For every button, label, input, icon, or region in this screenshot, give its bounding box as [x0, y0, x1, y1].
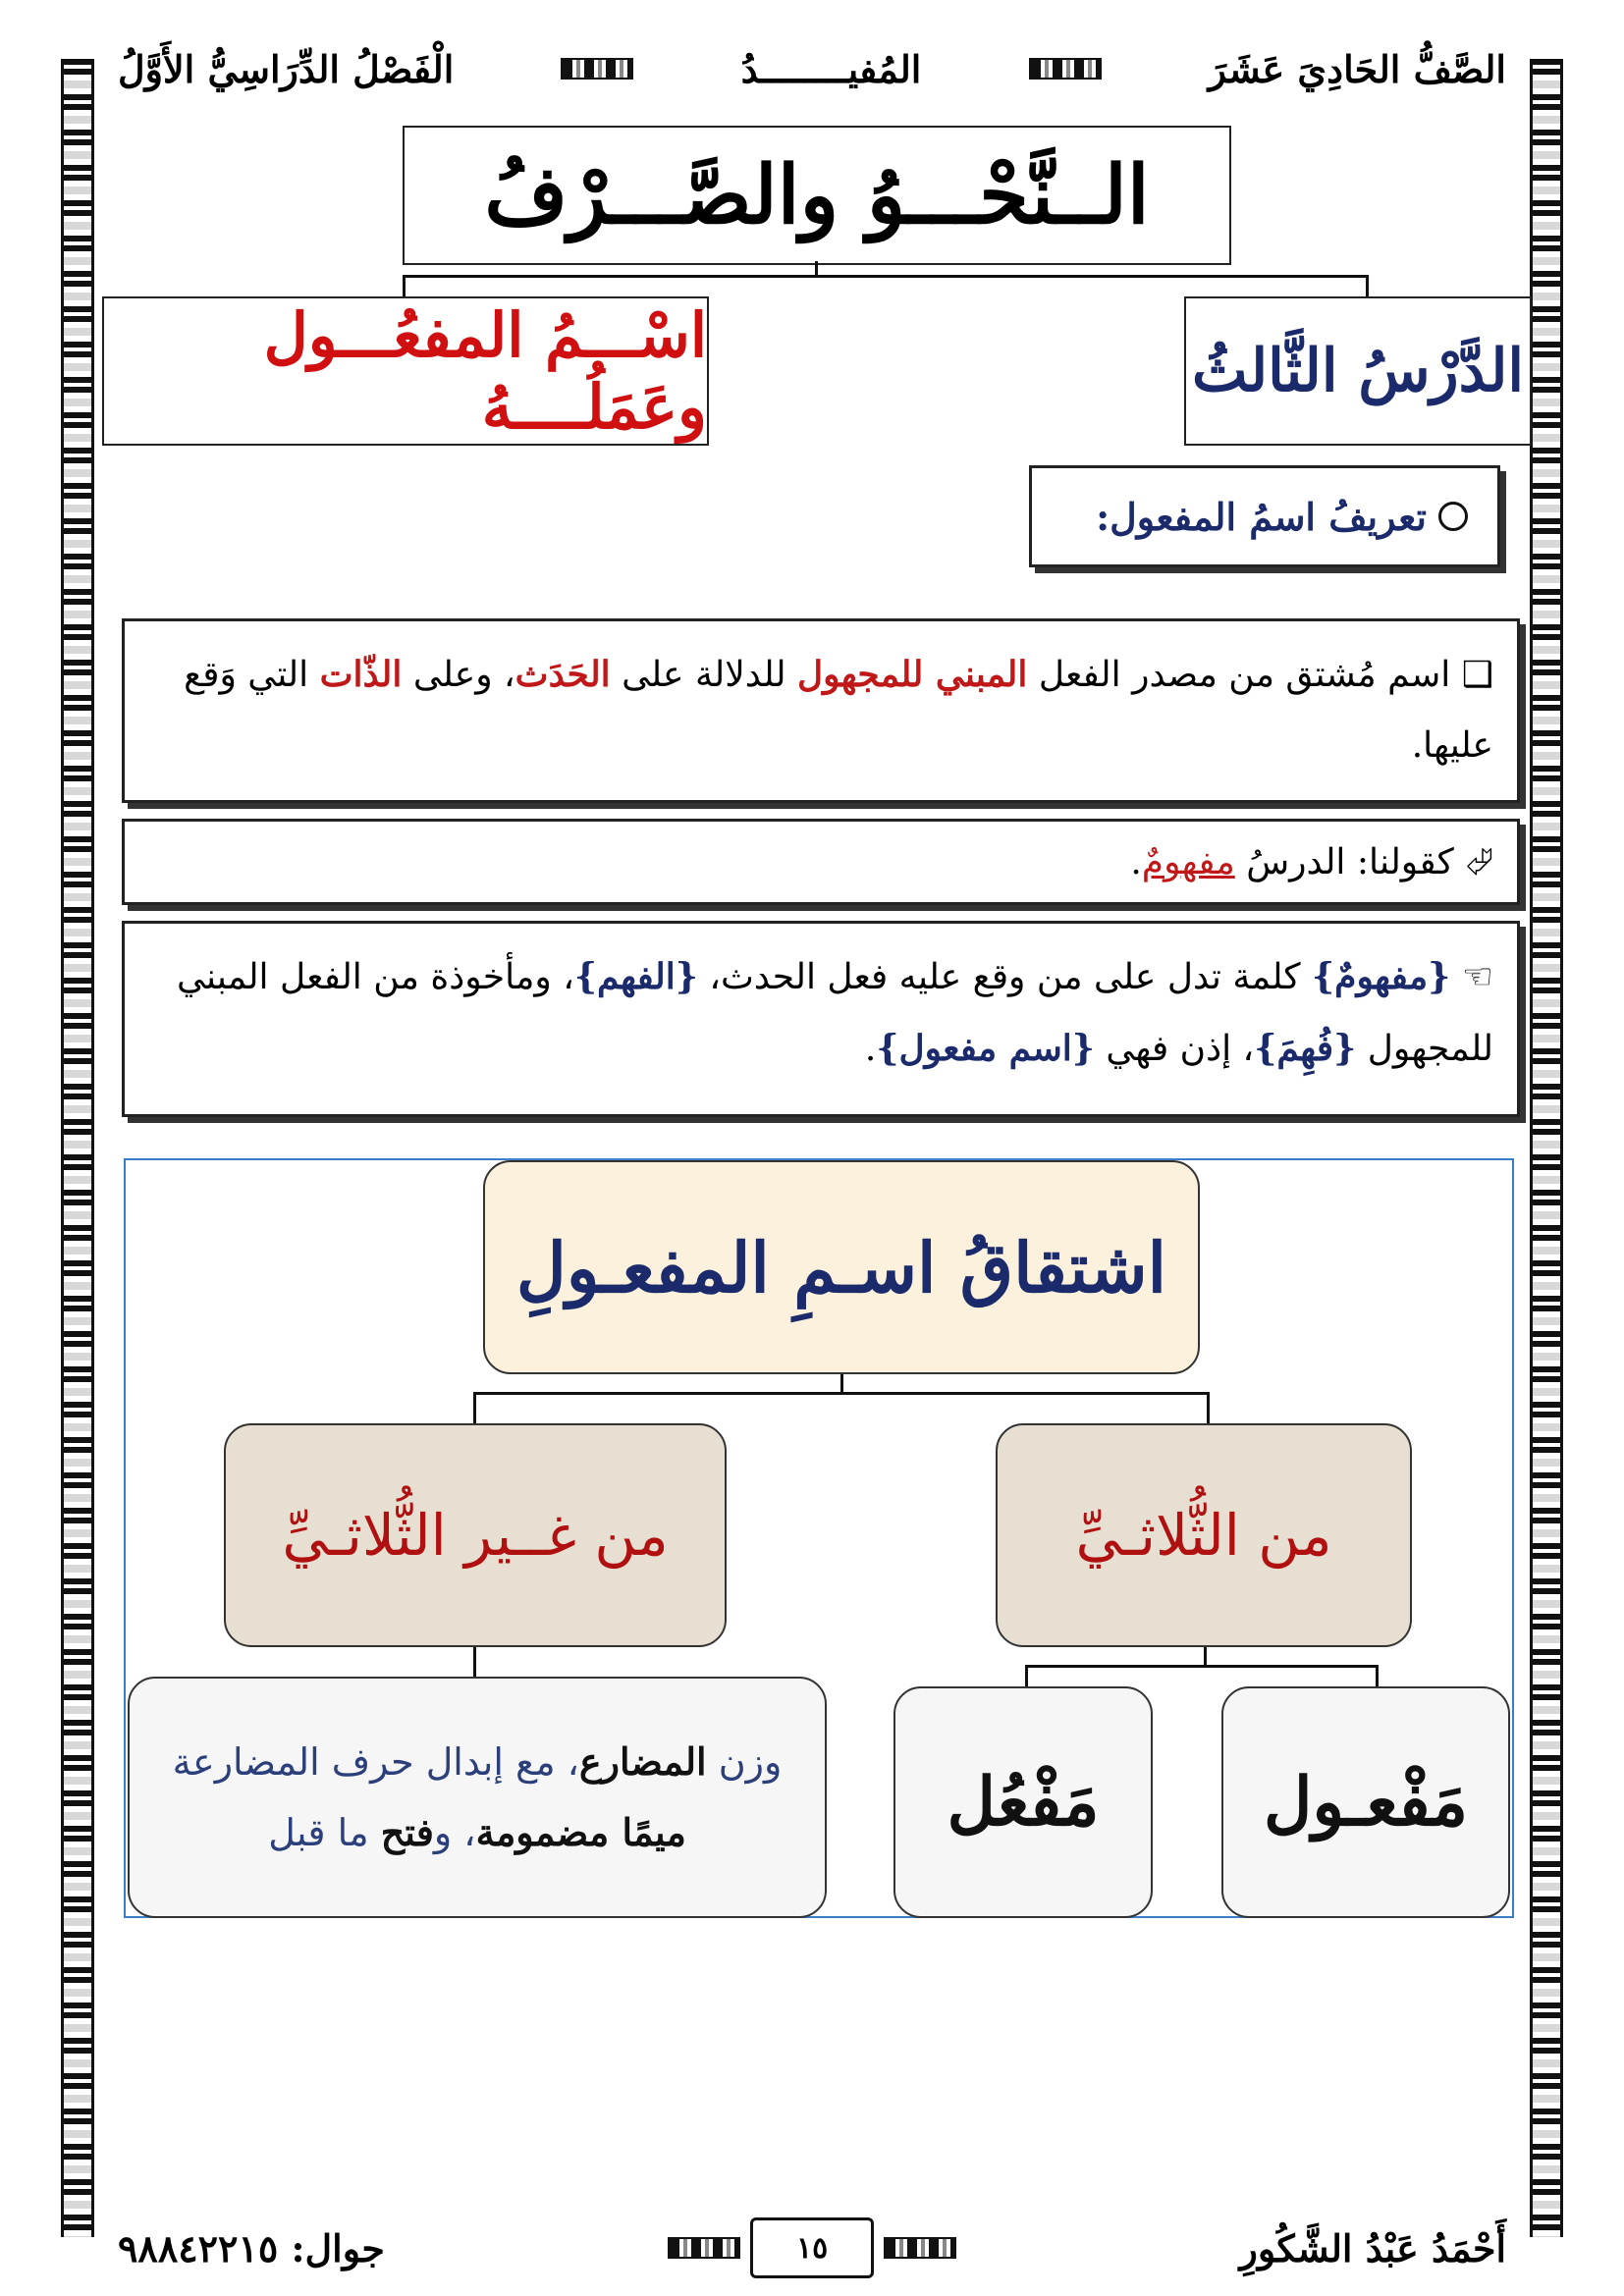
- explanation-keyword: {اسم مفعول}: [876, 1028, 1095, 1069]
- phone-number: جوال: ٩٨٨٤٢٢١٥: [118, 2225, 385, 2270]
- term-label: الْفَصْلُ الدِّرَاسِيُّ الأَوَّلُ: [118, 46, 455, 91]
- arrow-bullet-icon: ⮰: [1453, 842, 1493, 882]
- form-mafoul: مَفْعـول: [1221, 1686, 1510, 1918]
- author-name: أَحْمَدُ عَبْدُ الشَّكُورِ: [1239, 2225, 1506, 2270]
- definition-text: التي وَقع عليها.: [184, 655, 1493, 766]
- page-number-group: [668, 2217, 956, 2278]
- page-header: [118, 39, 1506, 98]
- book-name: المُفيــــــــدُ: [740, 46, 922, 91]
- explanation-keyword: {مفهومٌ}: [1312, 956, 1451, 997]
- lesson-number: الدَّرْسُ الثَّالثُ: [1184, 296, 1532, 446]
- explanation-keyword: {فُهِمَ}: [1254, 1028, 1357, 1069]
- non-trilateral-rule: [128, 1677, 827, 1918]
- example-text: .: [1130, 842, 1142, 882]
- definition-text: للدلالة على: [622, 655, 786, 695]
- definition-keyword: الحَدَث: [514, 654, 611, 695]
- explanation-keyword: {الفهم}: [573, 956, 698, 997]
- diagram-connector: [1204, 1647, 1207, 1665]
- ornament-divider: [1029, 58, 1102, 80]
- diagram-connector: [473, 1392, 1210, 1426]
- explanation-text: .: [864, 1029, 877, 1069]
- rule-text: ، و: [433, 1811, 476, 1854]
- page-title: الــنَّحْـــوُ والصَّـــرْفُ: [403, 126, 1231, 265]
- page-number: ١٥: [750, 2217, 874, 2278]
- lesson-topic: اسْـــمُ المفعُـــول وعَمَلُــــهُ: [102, 296, 709, 446]
- pointing-hand-icon: ☜: [1450, 957, 1493, 997]
- example-box: [122, 819, 1520, 905]
- rule-text: وزن: [718, 1740, 783, 1784]
- diagram-connector: [473, 1647, 476, 1677]
- form-mafoul-short: مَفْعُل: [893, 1686, 1153, 1918]
- explanation-text: ، ومأخوذة من الفعل المبني للمجهول: [177, 957, 1493, 1069]
- derivation-diagram: [124, 1158, 1514, 1918]
- rule-keyword: فتح: [380, 1810, 434, 1854]
- definition-heading-text: تعريفُ اسمُ المفعول:: [1096, 494, 1427, 539]
- example-word: مفهومٌ: [1141, 842, 1235, 882]
- example-text: كقولنا: الدرسُ: [1246, 842, 1454, 882]
- page-border-left: [61, 59, 94, 2237]
- definition-text: ، وعلى: [412, 655, 515, 695]
- definition-keyword: الذّات: [319, 654, 403, 695]
- rule-text: ، مع إبدال حرف المضارعة: [172, 1740, 579, 1784]
- branch-non-trilateral: من غــير الثُّلاثـيِّ: [224, 1423, 727, 1647]
- definition-keyword: المبني للمجهول: [797, 654, 1028, 695]
- rule-text: ما قبل: [268, 1811, 369, 1854]
- definition-heading: [1029, 465, 1500, 567]
- diagram-connector: [840, 1374, 843, 1392]
- explanation-text: ، إذن فهي: [1106, 1029, 1255, 1069]
- definition-text: اسم مُشتق من مصدر الفعل: [1038, 655, 1451, 695]
- rule-keyword: ميمًا مضمومة: [475, 1810, 686, 1854]
- title-connector: [815, 261, 818, 275]
- rule-keyword: المضارع: [578, 1739, 707, 1784]
- definition-box: [122, 618, 1520, 803]
- ornament-divider: [668, 2237, 740, 2259]
- branch-trilateral: من الثُّلاثـيِّ: [996, 1423, 1412, 1647]
- circle-bullet-icon: [1438, 502, 1468, 531]
- diagram-root: اشتقاقُ اسـمِ المفعـولِ: [483, 1160, 1200, 1374]
- grade-label: الصَّفُّ الحَادِيَ عَشَرَ: [1208, 46, 1506, 91]
- explanation-box: [122, 921, 1520, 1117]
- ornament-divider: [884, 2237, 956, 2259]
- explanation-text: كلمة تدل على من وقع عليه فعل الحدث،: [709, 957, 1301, 997]
- checkbox-icon: ❑: [1450, 655, 1493, 695]
- ornament-divider: [561, 58, 633, 80]
- page-border-right: [1530, 59, 1563, 2237]
- page-footer: [118, 2214, 1506, 2282]
